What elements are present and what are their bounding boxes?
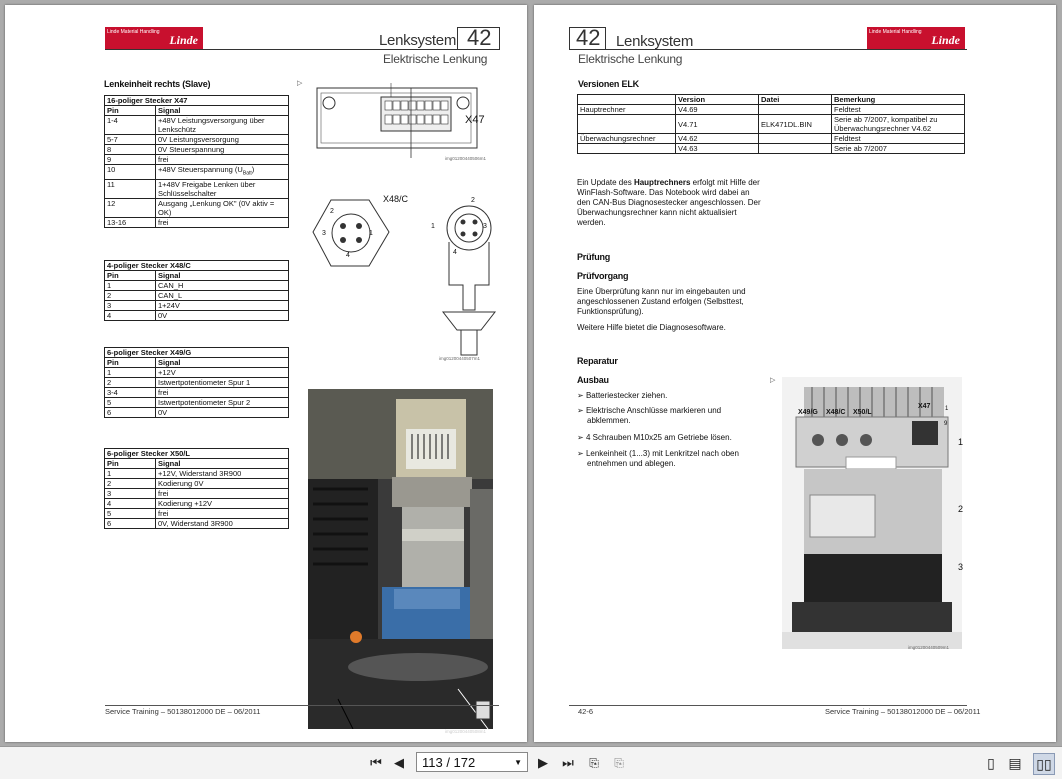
pin-label-2: 2 — [330, 208, 334, 215]
page-subtitle: Elektrische Lenkung — [383, 52, 488, 66]
diagram2-caption: img01200440507m1 — [439, 356, 481, 361]
diagram1-caption: img01200440506m1 — [445, 156, 487, 161]
linde-logo: Linde Material Handling Linde — [105, 27, 203, 49]
step-1: ➢ Batteriestecker ziehen. — [577, 391, 668, 400]
photo-caption: img01200440508m1 — [445, 729, 487, 734]
pin-table-x48c: 4-poliger Stecker X48/C Pin Signal 1 CAN_H 2 CAN_L 3 1+24V 4 0V — [104, 260, 289, 321]
versions-title: Versionen ELK — [578, 79, 639, 89]
footer-text: Service Training – 50138012000 DE – 06/2011 — [105, 707, 261, 716]
reparatur-heading: Reparatur — [577, 356, 618, 366]
prev-page-icon[interactable]: ◀ — [394, 755, 404, 770]
pin-label-3: 3 — [322, 230, 326, 237]
page-subtitle-right: Elektrische Lenkung — [578, 52, 683, 66]
footer-page-number: 42-6 — [578, 707, 594, 716]
pin-label-1: 1 — [369, 230, 373, 237]
left-page — [5, 5, 527, 742]
pin-table-x47: 16-poliger Stecker X47 Pin Signal 1-4 +48V Leistungsversorgung über Lenkschütz 5-7 0V Leistungsversorgung 8 0V Steuerspannung 9 frei 10 +48V Steuerspannung $(U_{Batt})$ 11 1+48V Freigabe Lenken über Schlüsselschalter 12 Ausgang „Lenkung OK" (0V aktiv = OK) 13-16 frei — [104, 95, 289, 228]
steering-unit-photo — [308, 389, 493, 729]
marker-icon-right: ▷ — [770, 377, 776, 384]
pruef-text-2: Weitere Hilfe bietet die Diagnosesoftware. — [577, 323, 726, 332]
pruef-text-1: Eine Überprüfung kann nur im eingebauten und angeschlossenen Zustand erfolgen (Selbsttest, Funktionsprüfung). — [577, 287, 746, 316]
marker-icon: ▷ — [297, 80, 303, 87]
label-pin9: 9 — [944, 421, 948, 427]
pin-table-x49g: 6-poliger Stecker X49/G Pin Signal 1 +12V 2 Istwertpotentiometer Spur 1 3-4 frei 5 Istwertpotentiometer Spur 2 6 0V — [104, 347, 289, 418]
step-3: ➢ 4 Schrauben M10x25 am Getriebe lösen. — [577, 433, 732, 442]
callout-1: 1 — [958, 437, 964, 447]
two-page-icon[interactable]: ▯▯ — [1033, 753, 1055, 775]
last-page-icon[interactable]: ⏭ — [562, 755, 574, 770]
pin-label-4b: 4 — [453, 249, 457, 256]
single-page-icon[interactable]: ▯ — [987, 755, 995, 771]
chapter-number-right: 42 — [576, 25, 601, 50]
update-paragraph: Ein Update des Hauptrechners erfolgt mit Hilfe der WinFlash-Software. Das Notebook wird dabei an den CAN-Bus Diagnosestecker angeschlossen. Der Überwachungsrechner kann nicht aktualisiert werden. — [577, 178, 761, 227]
connector-x48c-diagram — [311, 190, 501, 360]
forward-view-icon[interactable]: ⎘ — [614, 756, 624, 770]
x48c-label: X48/C — [383, 194, 409, 204]
motor-photo-caption: img01200440509m1 — [908, 645, 950, 650]
next-page-icon[interactable]: ▶ — [538, 755, 548, 770]
back-view-icon[interactable]: ⎘ — [589, 756, 599, 770]
page-title: Lenksystem — [379, 32, 457, 49]
linde-logo-right: Linde Material Handling Linde — [867, 27, 965, 49]
motor-photo — [782, 377, 962, 649]
label-pin1: 1 — [945, 406, 949, 412]
footer-text-right: Service Training – 50138012000 DE – 06/2011 — [825, 707, 981, 716]
page-number-select[interactable]: 113 / 172 ▼ — [416, 752, 528, 772]
x47-label: X47 — [465, 114, 485, 126]
label-x49g: X49/G — [798, 409, 818, 416]
right-page — [534, 5, 1056, 742]
label-x47: X47 — [918, 403, 931, 410]
pin-label-1b: 1 — [431, 223, 435, 230]
callout-2: 2 — [958, 504, 964, 514]
label-x50l: X50/L — [853, 409, 872, 416]
pin-label-2b: 2 — [471, 197, 475, 204]
section-title: Lenkeinheit rechts (Slave) — [104, 79, 211, 89]
step-4: ➢ Lenkeinheit (1...3) mit Lenkritzel nach oben entnehmen und ablegen. — [577, 449, 739, 468]
pruefvorgang-heading: Prüfvorgang — [577, 271, 629, 281]
page-title-right: Lenksystem — [616, 33, 694, 50]
version-table: Version Datei Bemerkung Hauptrechner V4.69 Feldtest V4.71 ELK471DL.BIN Serie ab 7/2007, kompatibel zu Überwachungsrechner V4.62 Überwachungsrechner V4.62 Feldtest V4.63 Serie ab 7/2007 — [577, 94, 965, 154]
ausbau-heading: Ausbau — [577, 375, 609, 385]
pin-label-4: 4 — [346, 252, 350, 259]
continuous-icon[interactable]: ▤ — [1008, 755, 1022, 771]
chevron-down-icon: ▼ — [514, 758, 522, 767]
pin-label-3b: 3 — [483, 223, 487, 230]
pruefung-heading: Prüfung — [577, 252, 611, 262]
first-page-icon[interactable]: ⏮ — [370, 755, 382, 770]
callout-3: 3 — [958, 562, 964, 572]
step-2: ➢ Elektrische Anschlüsse markieren und abklemmen. — [577, 406, 722, 425]
label-x48c: X48/C — [826, 409, 846, 416]
pdf-toolbar — [0, 746, 1062, 779]
chapter-number: 42 — [467, 25, 492, 50]
pin-table-x50l: 6-poliger Stecker X50/L Pin Signal 1 +12V, Widerstand 3R900 2 Kodierung 0V 3 frei 4 Kodierung +12V 5 frei 6 0V, Widerstand 3R900 — [104, 448, 289, 529]
